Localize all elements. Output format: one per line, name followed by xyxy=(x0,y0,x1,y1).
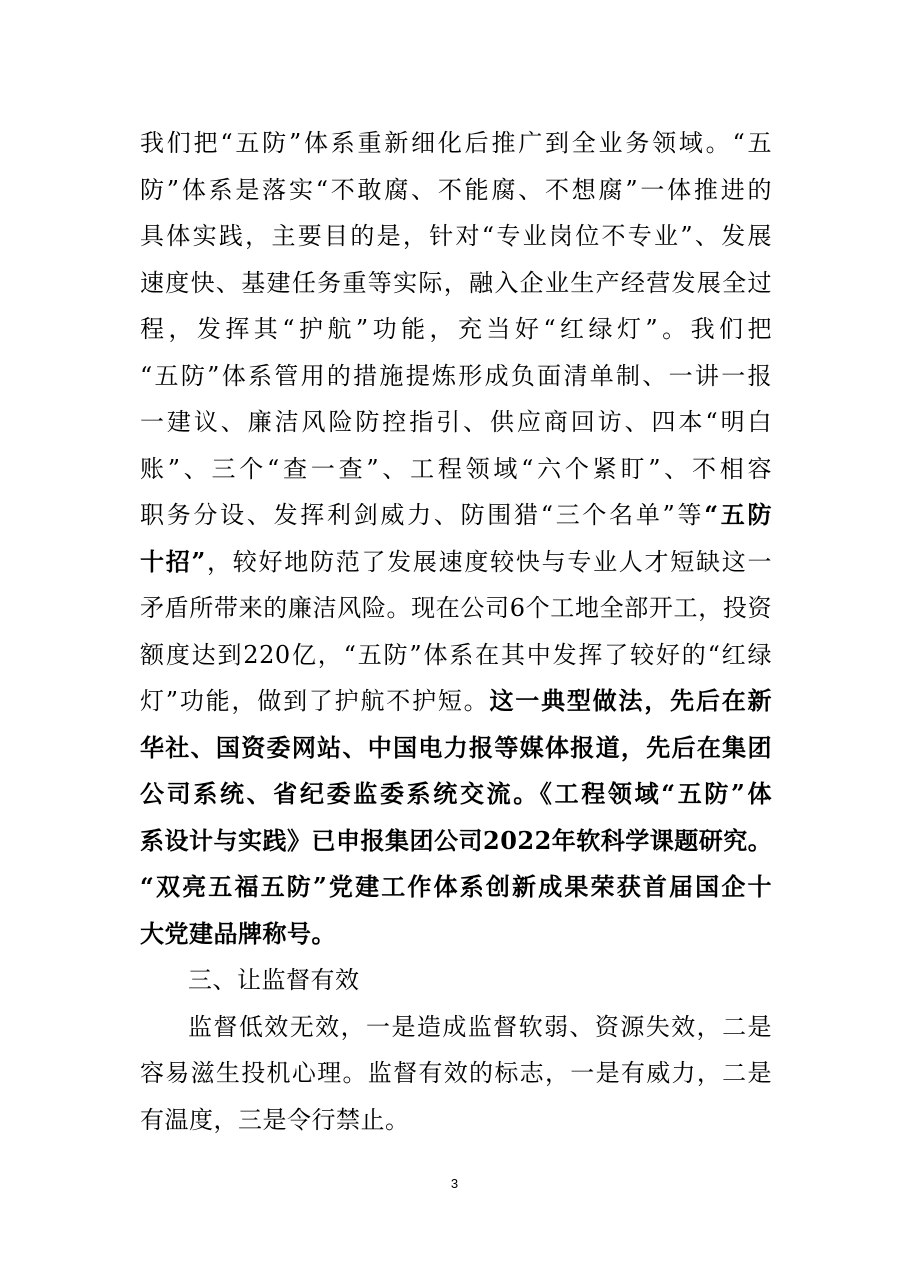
text-run: 监督低效无效，一是造成监督软弱、资源失效，二是 xyxy=(188,1012,772,1041)
text-line xyxy=(140,213,772,260)
text-run: 程，发挥其“护航”功能，充当好“红绿灯”。我们把 xyxy=(140,315,772,343)
text-run: ，较好地防范了发展速度较快与专业人才短缺这一 xyxy=(205,547,772,576)
section-heading xyxy=(140,957,772,1004)
text-run: 账”、三个“查一查”、工程领域“六个紧盯”、不相容 xyxy=(140,454,772,483)
text-line xyxy=(140,1004,772,1051)
text-run: 一建议、廉洁风险防控指引、供应商回访、四本“明白 xyxy=(140,408,772,436)
text-run: 灯”功能，做到了护航不护短。 xyxy=(140,687,490,715)
text-line xyxy=(140,306,772,353)
bold-text-run: “五防 xyxy=(704,500,772,529)
text-line xyxy=(140,1097,772,1144)
text-line xyxy=(140,120,772,167)
text-run: 容易滋生投机心理。监督有效的标志，一是有威力，二是 xyxy=(140,1059,772,1087)
text-run: “五防”体系管用的措施提炼形成负面清单制、一讲一报 xyxy=(140,361,772,390)
text-line xyxy=(140,632,772,679)
text-run: 速度快、基建任务重等实际，融入企业生产经营发展全过 xyxy=(140,268,772,297)
body-text xyxy=(140,120,772,1143)
text-run: 三、让监督有效 xyxy=(188,966,360,994)
text-run: 有温度，三是令行禁止。 xyxy=(140,1105,410,1134)
text-line xyxy=(140,678,772,725)
bold-text-run: “双亮五福五防”党建工作体系创新成果荣获首届国企十 xyxy=(140,872,772,901)
text-line xyxy=(140,864,772,911)
text-run: 矛盾所带来的廉洁风险。现在公司6个工地全部开工，投资 xyxy=(140,594,772,622)
text-run: 职务分设、发挥利剑威力、防围猎“三个名单”等 xyxy=(140,501,705,529)
text-line xyxy=(140,446,772,493)
text-line xyxy=(140,260,772,307)
text-line xyxy=(140,725,772,772)
bold-text-run: 大党建品牌称号。 xyxy=(140,918,336,948)
text-line xyxy=(140,585,772,632)
bold-text-run: 公司系统、省纪委监委系统交流。《工程领域“五防”体 xyxy=(140,779,772,808)
text-line xyxy=(140,911,772,958)
text-line xyxy=(140,167,772,214)
text-line xyxy=(140,771,772,818)
text-run: 额度达到220亿，“五防”体系在其中发挥了较好的“红绿 xyxy=(140,640,772,669)
text-run: 具体实践，主要目的是，针对“专业岗位不专业”、发展 xyxy=(140,222,772,250)
bold-text-run: 这一典型做法，先后在新 xyxy=(489,686,772,715)
text-line xyxy=(140,539,772,586)
bold-text-run: 华社、国资委网站、中国电力报等媒体报道，先后在集团 xyxy=(140,732,772,762)
page-number: 3 xyxy=(450,1176,459,1191)
bold-text-run: 十招” xyxy=(140,546,206,576)
bold-text-run: 系设计与实践》已申报集团公司2022年软科学课题研究。 xyxy=(140,825,773,855)
text-run: 我们把“五防”体系重新细化后推广到全业务领域。“五 xyxy=(140,129,772,157)
text-line xyxy=(140,818,772,865)
text-line xyxy=(140,399,772,446)
text-line xyxy=(140,1050,772,1097)
text-line xyxy=(140,492,772,539)
text-line xyxy=(140,353,772,400)
text-run: 防”体系是落实“不敢腐、不能腐、不想腐”一体推进的 xyxy=(140,175,772,204)
